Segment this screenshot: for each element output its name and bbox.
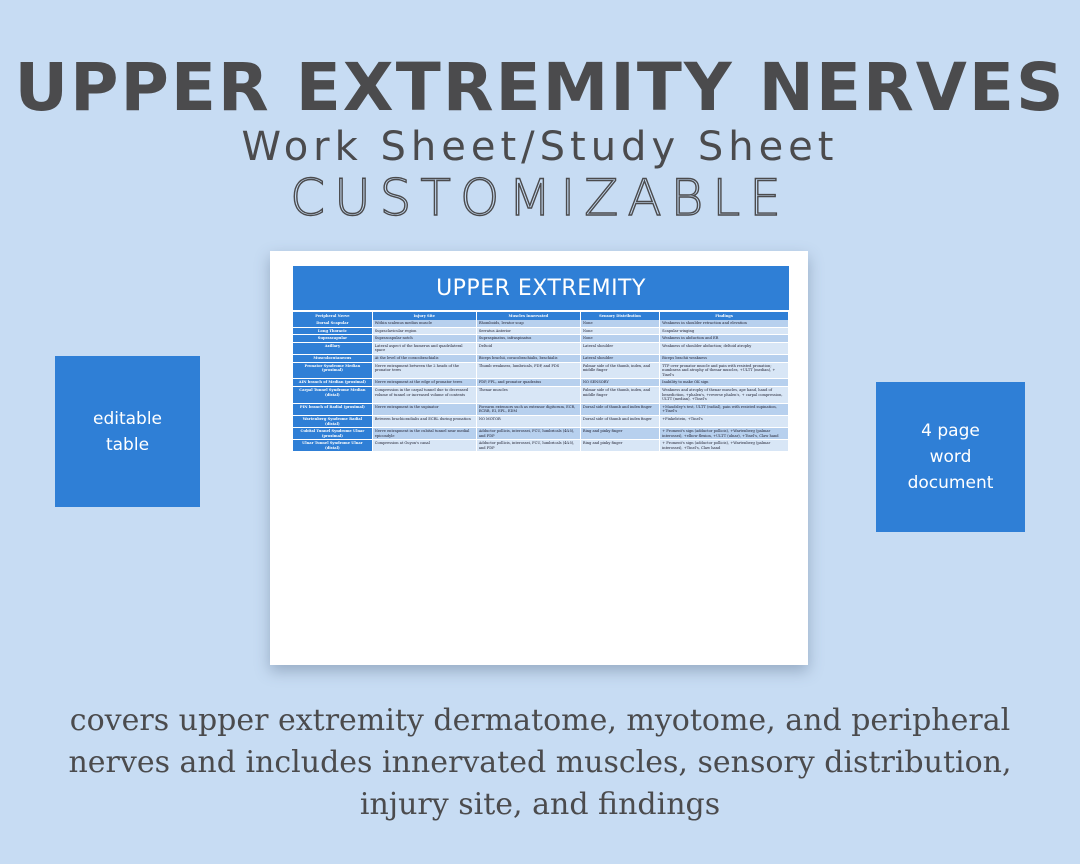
injury-site-cell: Supraclavicular region (372, 327, 476, 335)
injury-site-cell: Nerve entrapment in the cubital tunnel near medial epicondyle (372, 428, 476, 440)
sensory-cell: Lateral shoulder (580, 342, 659, 354)
sensory-cell: NO SENSORY (580, 379, 659, 387)
findings-cell: Weakness in abduction and ER (660, 335, 789, 343)
description-line: injury site, and findings (359, 787, 721, 822)
nerve-cell: Pronator Syndrome Median (proximal) (293, 362, 372, 379)
nerve-cell: Axillary (293, 342, 372, 354)
customizable-tagline: CUSTOMIZABLE (290, 169, 790, 227)
table-row (293, 415, 789, 427)
column-header: Findings (660, 312, 789, 320)
table-row (293, 335, 789, 343)
muscles-cell: Adductor pollicis, interossei, FCU, lumbricals (4&5), and FDP (476, 440, 580, 452)
nerve-cell: Cubital Tunnel Syndrome Ulnar (proximal) (293, 428, 372, 440)
nerve-table (293, 312, 789, 452)
injury-site-cell: Nerve entrapment between the 2 heads of the pronator teres (372, 362, 476, 379)
sensory-cell: Dorsal side of thumb and index finger (580, 415, 659, 427)
injury-site-cell: Compression in the carpal tunnel due to decreased volume of tunnel or increased volume of contents (372, 386, 476, 403)
table-row (293, 342, 789, 354)
sensory-cell: Lateral shoulder (580, 354, 659, 362)
findings-cell: Weakness in shoulder retraction and elevation (660, 320, 789, 327)
editable-table-badge: editable table (55, 356, 200, 507)
table-row (293, 320, 789, 327)
findings-cell: Inability to make OK sign (660, 379, 789, 387)
table-body (293, 320, 789, 452)
column-header: Peripheral Nerve (293, 312, 372, 320)
muscles-cell: Serratus Anterior (476, 327, 580, 335)
table-row (293, 386, 789, 403)
muscles-cell: FDP, FPL, and pronator quadratus (476, 379, 580, 387)
muscles-cell: Thumb weakness, lumbricals, FDP, and FDS (476, 362, 580, 379)
muscles-cell: Supraspinatus, infraspinatus (476, 335, 580, 343)
description-line: covers upper extremity dermatome, myotome, and peripheral (69, 703, 1011, 738)
injury-site-cell: Compression at Guyon's canal (372, 440, 476, 452)
findings-cell: + Froment's sign (adductor pollicis), +Wartenberg (palmar interossei), +Tinel's, Claw hand (660, 440, 789, 452)
sensory-cell: Palmar side of the thumb, index, and middle finger (580, 362, 659, 379)
main-title: UPPER EXTREMITY NERVES (14, 49, 1066, 126)
subtitle: Work Sheet/Study Sheet (241, 124, 839, 170)
injury-site-cell: Within scalenus medius muscle (372, 320, 476, 327)
table-row (293, 354, 789, 362)
sensory-cell: Ring and pinky finger (580, 428, 659, 440)
sensory-cell: Palmar side of the thumb, index, and middle finger (580, 386, 659, 403)
muscles-cell: Rhomboids, levator scap (476, 320, 580, 327)
findings-cell: Weakness of shoulder abduction; deltoid atrophy (660, 342, 789, 354)
injury-site-cell: Lateral aspect of the humerus and quadrilateral space (372, 342, 476, 354)
nerve-cell: Musculocutaneous (293, 354, 372, 362)
column-header: Muscles Innervated (476, 312, 580, 320)
nerve-cell: AIN branch of Median (proximal) (293, 379, 372, 387)
table-header-row (293, 312, 789, 320)
sensory-cell: Dorsal side of thumb and index finger (580, 403, 659, 415)
sensory-cell: None (580, 335, 659, 343)
sensory-cell: None (580, 327, 659, 335)
findings-cell: Biceps brachii weakness (660, 354, 789, 362)
description-line: nerves and includes innervated muscles, sensory distribution, (68, 745, 1012, 780)
table-row (293, 403, 789, 415)
findings-cell: +Finkelstein, +Tinel's (660, 415, 789, 427)
muscles-cell: Adductor pollicis, interossei, FCU, lumbricals (4&5), and FDP (476, 428, 580, 440)
table-row (293, 379, 789, 387)
nerve-cell: Suprascapular (293, 335, 372, 343)
injury-site-cell: At the level of the coracobrachialis (372, 354, 476, 362)
findings-cell: TTP over pronator muscle and pain with resisted pronation; numbness and atrophy of thenar muscles, +ULTT (median), + Tinel's (660, 362, 789, 379)
findings-cell: Weakness and atrophy of thenar muscles, ape hand, hand of benediction, +phalen's, +reverse phalen's, + carpal compression, ULTT (median), +Tinel's (660, 386, 789, 403)
sensory-cell: None (580, 320, 659, 327)
sensory-cell: Ring and pinky finger (580, 440, 659, 452)
nerve-cell: Ulnar Tunnel Syndrome Ulnar (distal) (293, 440, 372, 452)
injury-site-cell: Nerve entrapment at the edge of pronator teres (372, 379, 476, 387)
column-header: Sensory Distribution (580, 312, 659, 320)
muscles-cell: Deltoid (476, 342, 580, 354)
injury-site-cell: Nerve entrapment in the supinator (372, 403, 476, 415)
nerve-cell: Dorsal Scapular (293, 320, 372, 327)
page-count-badge: 4 page word document (876, 382, 1025, 532)
findings-cell: + Froment's sign (adductor pollicis), +Wartenberg (palmar interossei), +elbow flexion, +ULTT (ulnar), +Tinel's, Claw hand (660, 428, 789, 440)
muscles-cell: Forearm extensors such as extensor digitorum, ECR, ECRB, EI, EPL, EDM (476, 403, 580, 415)
table-row (293, 440, 789, 452)
muscles-cell: Thenar muscles (476, 386, 580, 403)
findings-cell: +Maudsley's test, ULTT (radial), pain with resisted supination, +Tinel's (660, 403, 789, 415)
nerve-cell: Wartenberg Syndrome Radial (distal) (293, 415, 372, 427)
injury-site-cell: Between brachioradialis and ECRL during pronation (372, 415, 476, 427)
nerve-cell: PIN branch of Radial (proximal) (293, 403, 372, 415)
nerve-cell: Carpal Tunnel Syndrome Median (distal) (293, 386, 372, 403)
muscles-cell: NO MOTOR (476, 415, 580, 427)
nerve-cell: Long Thoracic (293, 327, 372, 335)
column-header: Injury Site (372, 312, 476, 320)
worksheet-header: UPPER EXTREMITY (293, 266, 789, 310)
table-row (293, 327, 789, 335)
muscles-cell: Biceps brachii, coracobrachialis, brachialis (476, 354, 580, 362)
injury-site-cell: Suprascapular notch (372, 335, 476, 343)
findings-cell: Scapular winging (660, 327, 789, 335)
product-description (0, 700, 1080, 826)
table-row (293, 428, 789, 440)
table-row (293, 362, 789, 379)
worksheet-preview (270, 251, 808, 665)
